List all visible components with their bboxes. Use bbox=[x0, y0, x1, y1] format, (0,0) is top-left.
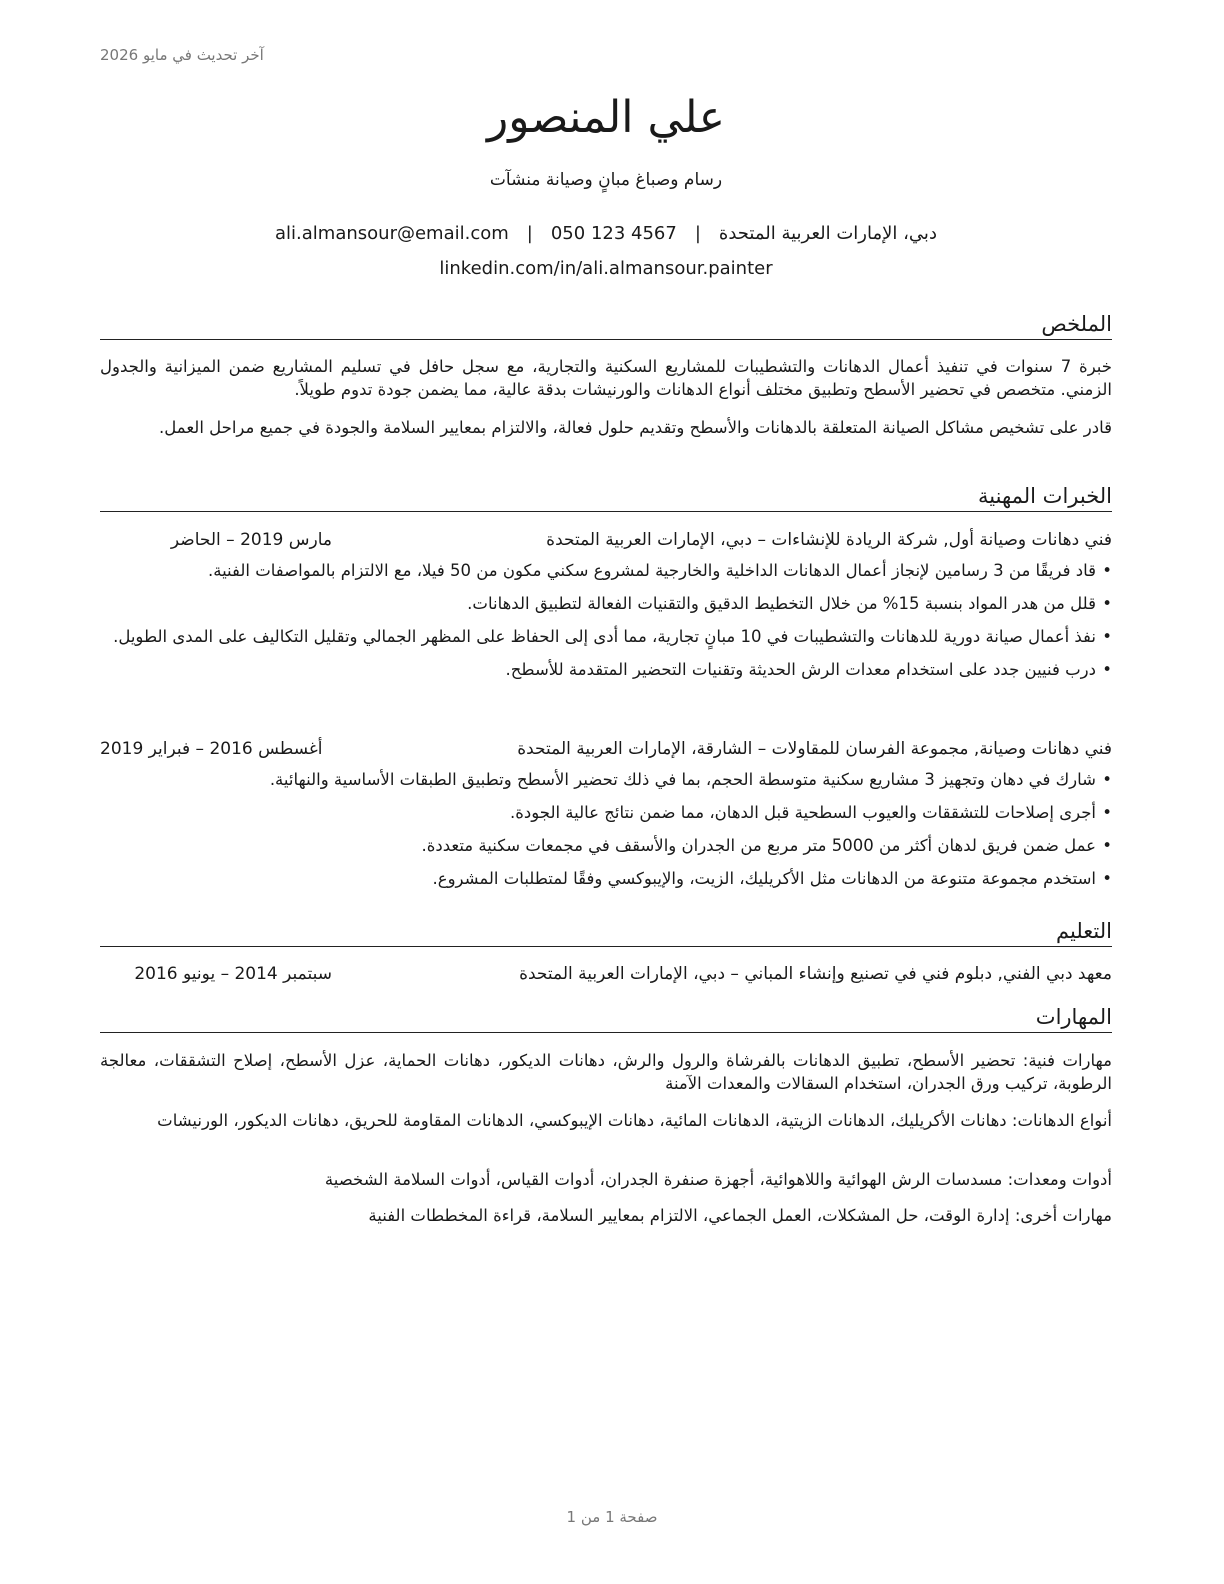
page-number: صفحة 1 من 1 bbox=[566, 1508, 658, 1526]
list-item: • أجرى إصلاحات للتشققات والعيوب السطحية قبل الدهان، مما ضمن نتائج عالية الجودة. bbox=[100, 801, 1112, 825]
skills-tools: أدوات ومعدات: مسدسات الرش الهوائية واللاهوائية، أجهزة صنفرة الجدران، أدوات القياس، أدوات السلامة الشخصية bbox=[324, 1170, 1112, 1189]
contact-separator: | bbox=[526, 223, 533, 244]
contact-linkedin[interactable] bbox=[100, 258, 1112, 279]
section-title-experience: الخبرات المهنية bbox=[100, 482, 1112, 512]
last-updated: آخر تحديث في مايو 2026 bbox=[100, 46, 264, 64]
contact-line bbox=[100, 223, 1112, 244]
contact-location: دبي، الإمارات العربية المتحدة bbox=[718, 223, 937, 244]
job-title-subtitle: رسام وصباغ مبانٍ وصيانة منشآت bbox=[489, 170, 723, 190]
list-item: • درب فنيين جدد على استخدام معدات الرش الحديثة وتقنيات التحضير المتقدمة للأسطح. bbox=[100, 658, 1112, 682]
contact-phone[interactable]: 050 123 4567 bbox=[550, 223, 677, 244]
job-1-bullets bbox=[100, 559, 1112, 691]
resume-page bbox=[100, 0, 1112, 1584]
skills-technical: مهارات فنية: تحضير الأسطح، تطبيق الدهانات بالفرشاة والرول والرش، دهانات الديكور، دهانات الحماية، عزل الأسطح، إصلاح التشققات، معالجة الرطوبة، تركيب ورق الجدران، استخدام السقالات والمعدات الآمنة bbox=[100, 1051, 1112, 1093]
section-title-summary: الملخص bbox=[100, 310, 1112, 340]
list-item: • نفذ أعمال صيانة دورية للدهانات والتشطيبات في 10 مبانٍ تجارية، مما أدى إلى الحفاظ على المظهر الجمالي وتقليل التكاليف على المدى الطويل. bbox=[100, 625, 1112, 649]
list-item: • قلل من هدر المواد بنسبة 15% من خلال التخطيط الدقيق والتقنيات الفعالة لتطبيق الدهانات. bbox=[100, 592, 1112, 616]
contact-email[interactable]: ali.almansour@email.com bbox=[275, 223, 509, 244]
skills-paint-types: أنواع الدهانات: دهانات الأكريليك، الدهانات الزيتية، الدهانات المائية، دهانات الإيبوكسي، الدهانات المقاومة للحريق، دهانات الديكور، الورنيشات bbox=[157, 1111, 1112, 1130]
skills-other: مهارات أخرى: إدارة الوقت، حل المشكلات، العمل الجماعي، الالتزام بمعايير السلامة، قراءة المخططات الفنية bbox=[368, 1206, 1112, 1225]
education-dates: سبتمبر 2014 – يونيو 2016 bbox=[134, 964, 332, 984]
summary-paragraph-2: قادر على تشخيص مشاكل الصيانة المتعلقة بالدهانات والأسطح وتقديم حلول فعالة، والالتزام بمعايير السلامة والجودة في جميع مراحل العمل. bbox=[159, 418, 1112, 437]
list-item: • عمل ضمن فريق لدهان أكثر من 5000 متر مربع من الجدران والأسقف في مجمعات سكنية متعددة. bbox=[100, 834, 1112, 858]
list-item: • استخدم مجموعة متنوعة من الدهانات مثل الأكريليك، الزيت، والإيبوكسي وفقًا لمتطلبات المشروع. bbox=[100, 867, 1112, 891]
summary-paragraph-1: خبرة 7 سنوات في تنفيذ أعمال الدهانات والتشطيبات للمشاريع السكنية والتجارية، مع سجل حافل في تسليم المشاريع ضمن الميزانية والجدول الزمني. متخصص في تحضير الأسطح وتطبيق مختلف أنواع الدهانات والورنيشات بدقة عالية، مما يضمن جودة تدوم طويلاً. bbox=[100, 357, 1112, 399]
job-dates: أغسطس 2016 – فبراير 2019 bbox=[100, 739, 323, 759]
job-dates: مارس 2019 – الحاضر bbox=[170, 530, 332, 550]
section-title-education: التعليم bbox=[100, 917, 1112, 947]
list-item: • قاد فريقًا من 3 رسامين لإنجاز أعمال الدهانات الداخلية والخارجية لمشروع سكني مكون من 50 فيلا، مع الالتزام بالمواصفات الفنية. bbox=[100, 559, 1112, 583]
job-2-bullets bbox=[100, 768, 1112, 900]
education-institution: معهد دبي الفني, دبلوم فني في تصنيع وإنشاء المباني – دبي، الإمارات العربية المتحدة bbox=[519, 964, 1112, 984]
job-title-company: فني دهانات وصيانة, مجموعة الفرسان للمقاولات – الشارقة، الإمارات العربية المتحدة bbox=[517, 739, 1112, 759]
section-title-skills: المهارات bbox=[100, 1003, 1112, 1033]
linkedin-link[interactable]: linkedin.com/in/ali.almansour.painter bbox=[439, 258, 773, 279]
job-title-company: فني دهانات وصيانة أول, شركة الريادة للإنشاءات – دبي، الإمارات العربية المتحدة bbox=[546, 530, 1112, 550]
person-name: علي المنصور bbox=[487, 92, 725, 143]
contact-separator: | bbox=[694, 223, 701, 244]
list-item: • شارك في دهان وتجهيز 3 مشاريع سكنية متوسطة الحجم، بما في ذلك تحضير الأسطح وتطبيق الطبقات الأساسية والنهائية. bbox=[100, 768, 1112, 792]
